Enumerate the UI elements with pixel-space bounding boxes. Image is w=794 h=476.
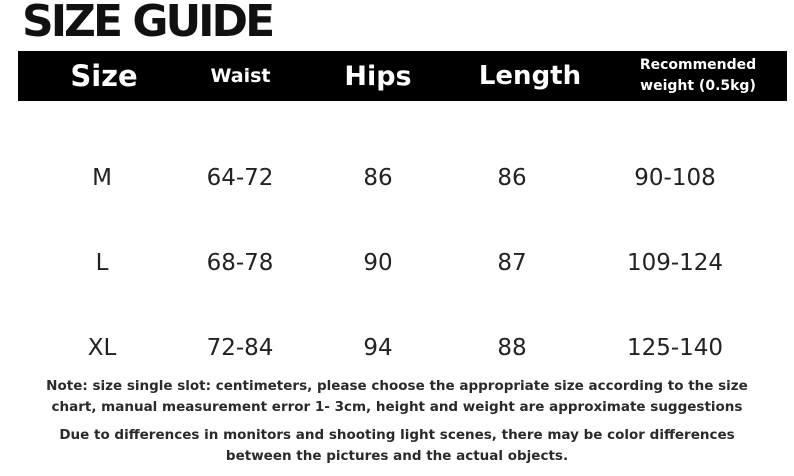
cell-waist: 64-72 [206,165,274,191]
table-row [0,328,794,368]
cell-hips: 86 [363,165,393,191]
cell-length: 87 [497,250,527,276]
header-recommended-weight [618,51,778,101]
cell-waist: 68-78 [206,250,274,276]
header-hips: Hips [344,60,412,92]
measurement-note [0,376,794,418]
cell-size: XL [87,335,117,361]
cell-weight: 125-140 [626,335,724,361]
header-waist: Waist [210,65,271,87]
page-title: SIZE GUIDE [22,0,273,47]
cell-weight: 90-108 [634,165,716,191]
header-weight-line2: weight (0.5kg) [640,78,756,94]
cell-length: 86 [497,165,527,191]
cell-weight: 109-124 [626,250,724,276]
header-weight-line1: Recommended [639,57,757,73]
note-line: Due to differences in monitors and shooting light scenes, there may be color differences [59,427,735,443]
cell-hips: 90 [363,250,393,276]
cell-length: 88 [497,335,527,361]
cell-size: M [92,165,112,191]
note-line: chart, manual measurement error 1- 3cm, height and weight are approximate suggestions [51,399,743,415]
table-row [0,243,794,283]
table-header [18,51,787,101]
header-length: Length [478,61,582,91]
color-disclaimer-note [0,425,794,467]
cell-size: L [95,250,109,276]
cell-waist: 72-84 [206,335,274,361]
cell-hips: 94 [363,335,393,361]
table-row [0,158,794,198]
note-line: Note: size single slot: centimeters, please choose the appropriate size according to the size [46,378,748,394]
note-line: between the pictures and the actual objects. [225,448,569,464]
header-size: Size [70,59,138,93]
